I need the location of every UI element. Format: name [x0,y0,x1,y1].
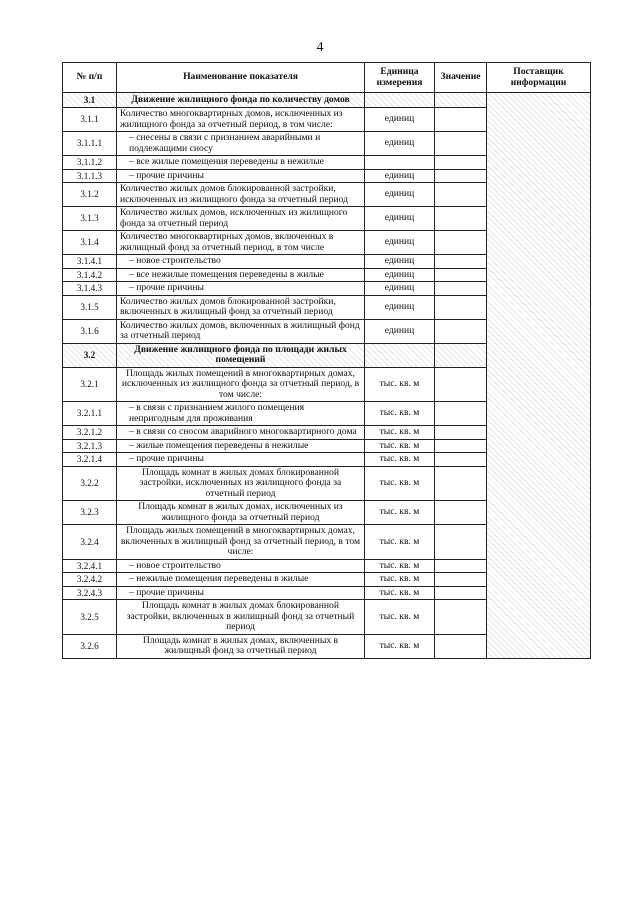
header-unit: Единица измерения [365,63,435,93]
unit-cell: тыс. кв. м [365,466,435,501]
row-number: 3.1.6 [63,319,117,343]
value-cell [435,319,487,343]
indicator-name: Площадь жилых помещений в многоквартирных домах, исключенных из жилищного фонда за отчетный период, в том числе: [117,367,365,402]
row-number: 3.1.1.3 [63,169,117,183]
indicator-name: Количество жилых домов, включенных в жилищный фонд за отчетный период [117,319,365,343]
row-number: 3.2 [63,343,117,367]
indicator-name: – нежилые помещения переведены в жилые [117,573,365,587]
row-number: 3.2.1.4 [63,453,117,467]
supplier-cell [487,93,591,659]
header-name: Наименование показателя [117,63,365,93]
indicator-name: – все нежилые помещения переведены в жилые [117,268,365,282]
row-number: 3.1.4.3 [63,282,117,296]
value-cell [435,439,487,453]
unit-cell: тыс. кв. м [365,501,435,525]
row-number: 3.2.2 [63,466,117,501]
unit-cell: тыс. кв. м [365,453,435,467]
indicator-name: – прочие причины [117,282,365,296]
unit-cell: единиц [365,207,435,231]
unit-cell: единиц [365,295,435,319]
indicator-name: – все жилые помещения переведены в нежилые [117,156,365,170]
unit-cell: единиц [365,255,435,269]
value-cell [435,132,487,156]
indicator-name: – новое строительство [117,255,365,269]
row-number: 3.2.4.2 [63,573,117,587]
row-number: 3.2.4.3 [63,586,117,600]
unit-cell: тыс. кв. м [365,559,435,573]
section-row [63,93,591,108]
page-number: 4 [316,40,324,55]
value-cell [435,634,487,658]
row-number: 3.2.4 [63,525,117,560]
unit-cell: единиц [365,132,435,156]
row-number: 3.1.1.2 [63,156,117,170]
row-number: 3.1 [63,93,117,108]
unit-cell: тыс. кв. м [365,402,435,426]
indicator-name: Площадь комнат в жилых домах, исключенных из жилищного фонда за отчетный период [117,501,365,525]
indicators-table [62,62,591,659]
value-cell [435,586,487,600]
header-value: Значение [435,63,487,93]
row-number: 3.1.4.1 [63,255,117,269]
unit-cell: тыс. кв. м [365,586,435,600]
row-number: 3.2.1.1 [63,402,117,426]
row-number: 3.1.1 [63,108,117,132]
indicator-name: Площадь комнат в жилых домах блокированной застройки, включенных в жилищный фонд за отчетный период [117,600,365,635]
indicator-name: – прочие причины [117,169,365,183]
row-number: 3.2.6 [63,634,117,658]
value-cell [435,268,487,282]
value-cell [435,255,487,269]
row-number: 3.1.1.1 [63,132,117,156]
value-cell [435,169,487,183]
row-number: 3.1.2 [63,183,117,207]
indicator-name: Количество жилых домов, исключенных из жилищного фонда за отчетный период [117,207,365,231]
unit-cell: тыс. кв. м [365,600,435,635]
unit-cell [365,343,435,367]
value-cell [435,559,487,573]
unit-cell: единиц [365,183,435,207]
value-cell [435,466,487,501]
value-cell [435,207,487,231]
value-cell [435,183,487,207]
value-cell [435,282,487,296]
value-cell [435,573,487,587]
indicator-name: – снесены в связи с признанием аварийными и подлежащими сносу [117,132,365,156]
row-number: 3.2.1.3 [63,439,117,453]
row-number: 3.2.1 [63,367,117,402]
unit-cell: единиц [365,268,435,282]
indicator-name: – прочие причины [117,453,365,467]
row-number: 3.1.5 [63,295,117,319]
indicator-name: – прочие причины [117,586,365,600]
unit-cell: тыс. кв. м [365,439,435,453]
indicator-name: Количество многоквартирных домов, включенных в жилищный фонд за отчетный период, в том числе [117,231,365,255]
section-title: Движение жилищного фонда по площади жилых помещений [117,343,365,367]
header-num: № п/п [63,63,117,93]
row-number: 3.2.1.2 [63,426,117,440]
row-number: 3.1.3 [63,207,117,231]
unit-cell: единиц [365,319,435,343]
indicator-name: Количество жилых домов блокированной застройки, исключенных из жилищного фонда за отчетный период [117,183,365,207]
unit-cell: тыс. кв. м [365,426,435,440]
unit-cell: тыс. кв. м [365,573,435,587]
value-cell [435,453,487,467]
indicator-name: – жилые помещения переведены в нежилые [117,439,365,453]
value-cell [435,402,487,426]
value-cell [435,426,487,440]
value-cell [435,600,487,635]
unit-cell: тыс. кв. м [365,525,435,560]
value-cell [435,108,487,132]
indicator-name: Количество многоквартирных домов, исключенных из жилищного фонда за отчетный период, в том числе: [117,108,365,132]
value-cell [435,231,487,255]
unit-cell [365,156,435,170]
indicator-name: – в связи с признанием жилого помещения непригодным для проживания [117,402,365,426]
unit-cell [365,93,435,108]
row-number: 3.2.3 [63,501,117,525]
indicator-name: Площадь комнат в жилых домах блокированной застройки, исключенных из жилищного фонда за отчетный период [117,466,365,501]
section-title: Движение жилищного фонда по количеству домов [117,93,365,108]
value-cell [435,93,487,108]
unit-cell: единиц [365,108,435,132]
table-header-row [63,63,591,93]
unit-cell: тыс. кв. м [365,367,435,402]
header-supplier: Поставщик информации [487,63,591,93]
indicator-name: – новое строительство [117,559,365,573]
unit-cell: тыс. кв. м [365,634,435,658]
unit-cell: единиц [365,231,435,255]
value-cell [435,343,487,367]
unit-cell: единиц [365,169,435,183]
value-cell [435,501,487,525]
table-body [63,93,591,659]
row-number: 3.2.4.1 [63,559,117,573]
indicator-name: Количество жилых домов блокированной застройки, включенных в жилищный фонд за отчетный период [117,295,365,319]
row-number: 3.1.4 [63,231,117,255]
indicator-name: Площадь комнат в жилых домах, включенных в жилищный фонд за отчетный период [117,634,365,658]
unit-cell: единиц [365,282,435,296]
row-number: 3.2.5 [63,600,117,635]
value-cell [435,525,487,560]
indicator-name: Площадь жилых помещений в многоквартирных домах, включенных в жилищный фонд за отчетный период, в том числе: [117,525,365,560]
indicator-name: – в связи со сносом аварийного многоквартирного дома [117,426,365,440]
value-cell [435,367,487,402]
row-number: 3.1.4.2 [63,268,117,282]
value-cell [435,156,487,170]
value-cell [435,295,487,319]
